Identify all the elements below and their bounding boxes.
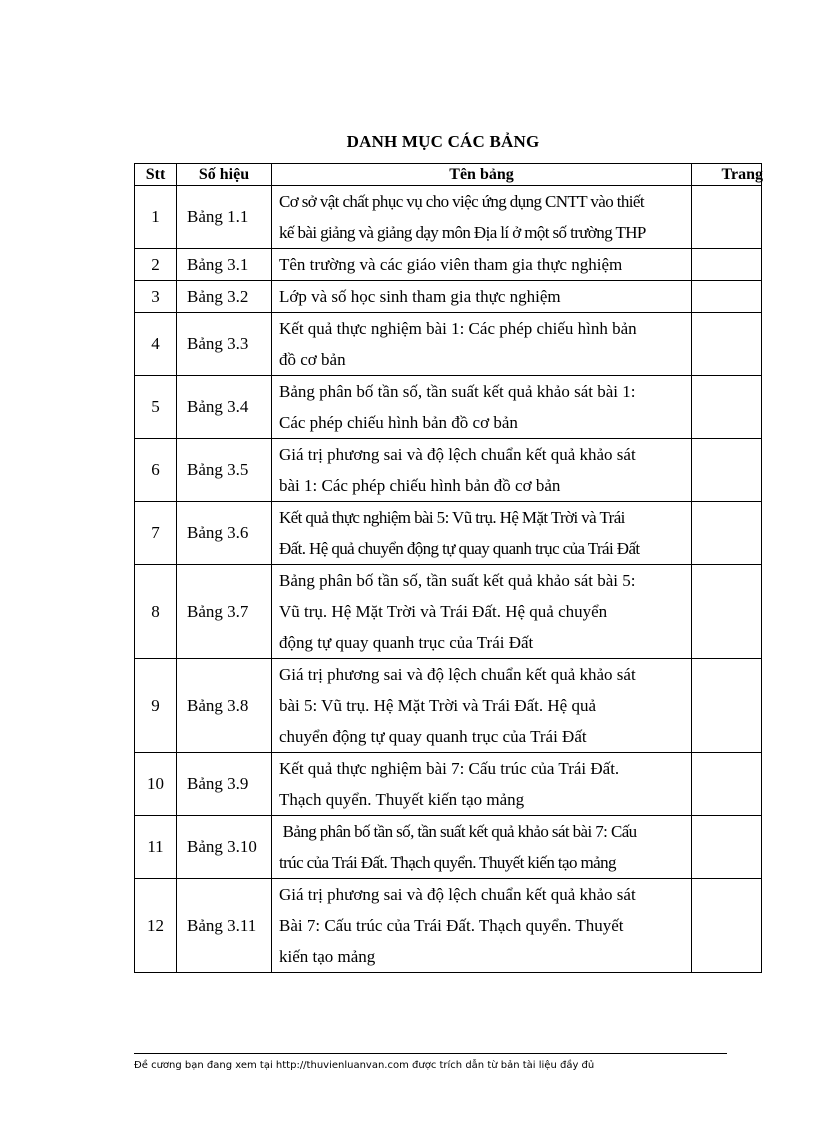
table-row [135, 565, 762, 659]
row-code: Bảng 3.9 [177, 753, 272, 816]
row-page [692, 313, 762, 376]
row-name-line: Bảng phân bố tần số, tần suất kết quả khảo sát bài 5: [279, 571, 636, 590]
tables-index [134, 163, 762, 973]
row-code: Bảng 3.2 [177, 281, 272, 313]
row-page [692, 816, 762, 879]
row-page [692, 565, 762, 659]
row-page [692, 281, 762, 313]
row-name-line: Các phép chiếu hình bản đồ cơ bản [279, 413, 518, 432]
row-stt: 10 [135, 753, 177, 816]
row-stt: 9 [135, 659, 177, 753]
row-name-line: bài 1: Các phép chiếu hình bản đồ cơ bản [279, 476, 561, 495]
table-row [135, 816, 762, 879]
row-page [692, 659, 762, 753]
row-name-line: Giá trị phương sai và độ lệch chuẩn kết quả khảo sát [279, 445, 636, 464]
row-stt: 4 [135, 313, 177, 376]
row-code: Bảng 3.5 [177, 439, 272, 502]
row-code: Bảng 3.11 [177, 879, 272, 973]
row-name-line: Lớp và số học sinh tham gia thực nghiệm [279, 287, 561, 306]
row-code: Bảng 3.4 [177, 376, 272, 439]
row-stt: 5 [135, 376, 177, 439]
row-name [272, 439, 692, 502]
row-name-line: động tự quay quanh trục của Trái Đất [279, 633, 534, 652]
row-name-line: kiến tạo mảng [279, 947, 376, 966]
row-name-line: Kết quả thực nghiệm bài 7: Cấu trúc của Trái Đất. [279, 759, 620, 778]
row-name [272, 281, 692, 313]
row-name-line: Đất. Hệ quả chuyển động tự quay quanh trục của Trái Đất [279, 539, 640, 558]
row-name [272, 565, 692, 659]
row-code: Bảng 3.8 [177, 659, 272, 753]
header-stt: Stt [135, 164, 177, 186]
header-name: Tên bảng [272, 164, 692, 186]
row-name-line: chuyển động tự quay quanh trục của Trái Đất [279, 727, 587, 746]
table-row [135, 376, 762, 439]
footer-note: Đề cương bạn đang xem tại http://thuvienluanvan.com được trích dẫn từ bản tài liệu đầy đủ [134, 1060, 595, 1071]
row-name-line: Bảng phân bố tần số, tần suất kết quả khảo sát bài 7: Cấu [279, 822, 637, 841]
row-name-line: Giá trị phương sai và độ lệch chuẩn kết quả khảo sát [279, 885, 636, 904]
table-row [135, 753, 762, 816]
row-name [272, 879, 692, 973]
row-stt: 12 [135, 879, 177, 973]
row-stt: 11 [135, 816, 177, 879]
row-code: Bảng 1.1 [177, 186, 272, 249]
row-stt: 3 [135, 281, 177, 313]
row-page [692, 502, 762, 565]
row-name-line: Giá trị phương sai và độ lệch chuẩn kết quả khảo sát [279, 665, 636, 684]
row-stt: 7 [135, 502, 177, 565]
row-page [692, 879, 762, 973]
row-page [692, 753, 762, 816]
table-row [135, 281, 762, 313]
row-code: Bảng 3.7 [177, 565, 272, 659]
row-name-line: Tên trường và các giáo viên tham gia thực nghiệm [279, 255, 623, 274]
page-title: DANH MỤC CÁC BẢNG [346, 132, 540, 151]
row-stt: 8 [135, 565, 177, 659]
row-code: Bảng 3.6 [177, 502, 272, 565]
row-code: Bảng 3.3 [177, 313, 272, 376]
table-row [135, 313, 762, 376]
row-page [692, 439, 762, 502]
row-stt: 2 [135, 249, 177, 281]
table-row [135, 659, 762, 753]
row-name-line: Cơ sở vật chất phục vụ cho việc ứng dụng CNTT vào thiết [279, 192, 644, 211]
table-body [135, 186, 762, 973]
row-page [692, 249, 762, 281]
row-name [272, 753, 692, 816]
row-name [272, 502, 692, 565]
row-name [272, 313, 692, 376]
row-code: Bảng 3.10 [177, 816, 272, 879]
row-name [272, 249, 692, 281]
row-name [272, 186, 692, 249]
table-row [135, 502, 762, 565]
footer-divider [134, 1053, 727, 1054]
row-name [272, 659, 692, 753]
table-row [135, 879, 762, 973]
row-page [692, 376, 762, 439]
row-name-line: trúc của Trái Đất. Thạch quyển. Thuyết kiến tạo mảng [279, 853, 616, 872]
row-name-line: kế bài giảng và giảng dạy môn Địa lí ở một số trường THP [279, 223, 646, 242]
row-name-line: Vũ trụ. Hệ Mặt Trời và Trái Đất. Hệ quả chuyển [279, 602, 608, 621]
row-name-line: Bài 7: Cấu trúc của Trái Đất. Thạch quyển. Thuyết [279, 916, 624, 935]
row-name-line: Thạch quyển. Thuyết kiến tạo mảng [279, 790, 525, 809]
table-row [135, 439, 762, 502]
row-name-line: Kết quả thực nghiệm bài 5: Vũ trụ. Hệ Mặt Trời và Trái [279, 508, 625, 527]
row-name-line: Kết quả thực nghiệm bài 1: Các phép chiếu hình bản [279, 319, 637, 338]
row-stt: 1 [135, 186, 177, 249]
row-name [272, 816, 692, 879]
row-stt: 6 [135, 439, 177, 502]
header-page: Trang [692, 164, 762, 186]
table-row [135, 249, 762, 281]
row-name-line: bài 5: Vũ trụ. Hệ Mặt Trời và Trái Đất. Hệ quả [279, 696, 597, 715]
row-page [692, 186, 762, 249]
header-row [135, 164, 762, 186]
table-row [135, 186, 762, 249]
row-name-line: đồ cơ bản [279, 350, 346, 369]
row-code: Bảng 3.1 [177, 249, 272, 281]
header-code: Số hiệu [177, 164, 272, 186]
row-name-line: Bảng phân bố tần số, tần suất kết quả khảo sát bài 1: [279, 382, 636, 401]
row-name [272, 376, 692, 439]
